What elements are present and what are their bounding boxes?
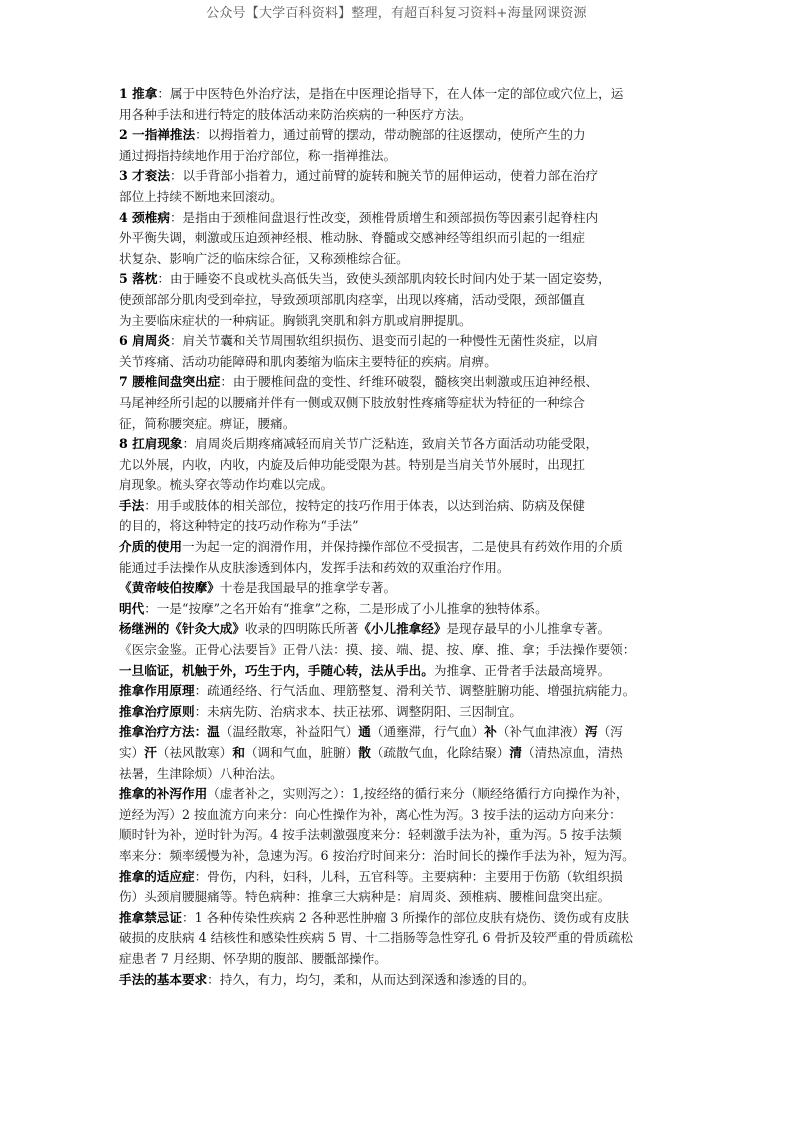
bold-term: 汗 [144, 745, 157, 760]
text-run: 尤以外展，内收，内收，内旋及后伸功能受限为甚。特别是当肩关节外展时，出现扛 [119, 456, 585, 472]
text-line [119, 784, 697, 805]
bold-term: 5 落枕 [119, 271, 158, 287]
text-run: 马尾神经所引起的以腰痛并伴有一侧或双侧下肢放射性疼痛等症状为特征的一种综合 [119, 394, 585, 410]
text-run: ：骨伤，内科，妇科，儿科，五官科等。主要病种：主要用于伤筋（软组织损 [194, 868, 623, 884]
bold-term: 4 颈椎病 [119, 209, 170, 225]
bold-term: 介质的使用 [119, 539, 182, 555]
text-line [119, 970, 697, 991]
document-body [119, 84, 697, 990]
text-run: ：以手背部小指着力，通过前臂的旋转和腕关节的屈伸运动，使着力部在治疗 [169, 168, 599, 184]
text-run: （通壅滞，行气血） [370, 724, 485, 740]
text-run: ：疏通经络、行气活血、理筋整复、滑利关节、调整脏腑功能、增强抗病能力。 [194, 683, 636, 699]
bold-term: 8 扛肩现象 [119, 436, 183, 452]
bold-term: 手法 [119, 497, 145, 513]
text-run: （补气血津液） [496, 724, 585, 740]
text-run: 一为起一定的润滑作用，并保持操作部位不受损害，二是使具有药效作用的介质 [181, 539, 623, 555]
text-run: ：以拇指着力，通过前臂的摆动，带动腕部的往返摆动，使所产生的力 [195, 127, 586, 143]
text-run: 通过拇指持续地作用于治疗部位，称一指禅推法。 [119, 147, 397, 163]
text-line [119, 434, 697, 455]
text-run: 征，简称腰突症。痹证，腰痛。 [119, 415, 296, 431]
text-run: 使颈部部分肌肉受到牵拉，导致颈项部肌肉痉挛，出现以疼痛，活动受限，颈部僵直 [119, 291, 585, 307]
bold-term: 1 推拿 [119, 86, 158, 101]
text-line [119, 352, 697, 373]
bold-term: 推拿的补泻作用 [119, 786, 208, 802]
text-run: （泻 [597, 724, 623, 740]
text-run: 破损的皮肤病 4 结核性和感染性疾病 5 胃、十二指肠等急性穿孔 6 骨折及较严重的骨质疏松 [119, 930, 634, 946]
text-run: 肩现象。梳头穿衣等动作均难以完成。 [119, 477, 334, 493]
text-line [119, 558, 697, 579]
text-line [119, 599, 697, 620]
text-line [119, 228, 697, 249]
bold-term: 推拿治疗方法： [119, 724, 208, 740]
text-run: 关节疼痛、活动功能障碍和肌肉萎缩为临床主要特征的疾病。肩痹。 [119, 353, 497, 369]
text-line [119, 372, 697, 393]
text-line [119, 722, 697, 743]
text-run: 为主要临床症状的一种病证。胸锁乳突肌和斜方肌或肩胛提肌。 [119, 312, 472, 328]
text-run: ：用手或肢体的相关部位，按特定的技巧作用于体表，以达到治病、防病及保健 [144, 497, 585, 513]
text-run: 逆经为泻）2 按血流方向来分：向心性操作为补，离心性为泻。3 按手法的运动方向来分： [119, 806, 622, 822]
text-line [119, 825, 697, 846]
bold-term: 2 一指禅推法 [119, 127, 196, 143]
bold-term: 推拿作用原理 [119, 683, 195, 699]
text-line [119, 455, 697, 476]
bold-term: 散 [358, 745, 371, 760]
text-line [119, 928, 697, 949]
text-run: （温经散寒，补益阳气） [219, 724, 359, 740]
text-line [119, 84, 697, 105]
text-line [119, 805, 697, 826]
text-line [119, 867, 697, 888]
text-run: ：由于腰椎间盘的变性、纤维环破裂，髓核突出刺激或压迫神经根、 [220, 374, 599, 390]
bold-term: 补 [484, 724, 497, 740]
bold-term: 《黄帝岐伯按摩》 [119, 580, 220, 596]
text-run: 伤）头颈肩腰腿痛等。特色病种：推拿三大病种是：肩周炎、颈椎病、腰椎间盘突出症。 [119, 889, 611, 905]
text-line [119, 743, 697, 764]
text-line [119, 661, 697, 682]
text-run: （虚者补之，实则泻之）：1,按经络的循行来分（顺经络循行方向操作为补， [207, 786, 629, 802]
text-line [119, 537, 697, 558]
text-run: 的目的，将这种特定的技巧动作称为“手法” [119, 518, 359, 534]
bold-term: 明代 [119, 600, 145, 616]
text-line [119, 764, 697, 785]
text-line [119, 640, 697, 661]
text-run: （祛风散寒） [156, 745, 233, 760]
bold-term: 推拿治疗原则 [119, 703, 195, 719]
text-line [119, 681, 697, 702]
bold-term: 温 [207, 724, 220, 740]
bold-term: 7 腰椎间盘突出症 [119, 374, 221, 390]
text-run: 外平衡失调，刺激或压迫颈神经根、椎动脉、脊髓或交感神经等组织而引起的一组症 [119, 230, 585, 246]
text-line [119, 414, 697, 435]
text-run: ：持久，有力，均匀，柔和，从而达到深透和渗透的目的。 [207, 971, 535, 987]
bold-term: 《小儿推拿经》 [358, 621, 447, 637]
text-line [119, 269, 697, 290]
text-run: 《医宗金鉴。正骨心法要旨》正骨八法：摸、接、端、提、按、摩、推、拿；手法操作要领： [119, 642, 636, 658]
text-run: 状复杂、影响广泛的临床综合征，又称颈椎综合征。 [119, 250, 409, 266]
text-run: ：1 各种传染性疾病 2 各种恶性肿瘤 3 所操作的部位皮肤有烧伤、烫伤或有皮肤 [181, 909, 630, 925]
text-line [119, 887, 697, 908]
text-run: 十卷是我国最早的推拿学专著。 [219, 580, 397, 596]
text-run: 为推拿、正骨者手法最高境界。 [433, 662, 611, 678]
text-line [119, 496, 697, 517]
text-line [119, 187, 697, 208]
text-line [119, 311, 697, 332]
text-run: ：肩关节囊和关节周围软组织损伤、退变而引起的一种慢性无菌性炎症，以肩 [169, 333, 599, 349]
text-line [119, 166, 697, 187]
text-run: 能通过手法操作从皮肤渗透到体内，发挥手法和药效的双重治疗作用。 [119, 559, 510, 575]
text-line [119, 125, 697, 146]
bold-term: 3 才衮法 [119, 168, 170, 184]
text-line [119, 290, 697, 311]
text-line [119, 846, 697, 867]
bold-term: 清 [509, 745, 522, 760]
text-run: ：由于睡姿不良或枕头高低失当，致使头颈部肌肉较长时间内处于某一固定姿势， [157, 271, 611, 287]
text-line [119, 208, 697, 229]
text-line [119, 578, 697, 599]
text-run: 症患者 7 月经期、怀孕期的腹部、腰骶部操作。 [119, 950, 387, 966]
text-run: 部位上持续不断地来回滚动。 [119, 188, 283, 204]
text-run: 祛暑，生津除烦）八种治法。 [119, 765, 283, 781]
text-run: 率来分：频率缓慢为补，急速为泻。6 按治疗时间来分：治时间长的操作手法为补，短为泻。 [119, 847, 635, 863]
bold-term: 推拿的适应症 [119, 868, 195, 884]
text-line [119, 949, 697, 970]
text-run: 实） [119, 745, 145, 760]
text-run: ：属于中医特色外治疗法，是指在中医理论指导下，在人体一定的部位或穴位上，运 [157, 86, 624, 101]
text-run: 用各种手法和进行特定的肢体活动来防治疾病的一种医疗方法。 [119, 106, 472, 122]
text-line [119, 908, 697, 929]
text-run: ：未病先防、治病求本、扶正祛邪、调整阴阳、三因制宜。 [194, 703, 522, 719]
page-header: 公众号【大学百科资料】整理，有超百科复习资料+海量网课资源 [206, 6, 587, 21]
bold-term: 手法的基本要求 [119, 971, 208, 987]
bold-term: 一旦临证，机触于外，巧生于内，手随心转，法从手出。 [119, 662, 434, 678]
text-line [119, 619, 697, 640]
bold-term: 杨继洲的《针灸大成》 [119, 621, 245, 637]
text-line [119, 249, 697, 270]
text-run: （疏散气血，化除结聚） [370, 745, 510, 760]
text-line [119, 516, 697, 537]
text-line [119, 105, 697, 126]
text-run: 是现存最早的小儿推拿专著。 [446, 621, 611, 637]
text-run: ：是指由于颈椎间盘退行性改变，颈椎骨质增生和颈部损伤等因素引起脊柱内 [169, 209, 599, 225]
text-line [119, 702, 697, 723]
text-run: （清热凉血，清热 [522, 745, 623, 760]
text-run: ：一是“按摩”之名开始有“推拿”之称，二是形成了小儿推拿的独特体系。 [144, 600, 548, 616]
bold-term: 推拿禁忌证 [119, 909, 182, 925]
text-run: 收录的四明陈氏所著 [244, 621, 359, 637]
text-run: （调和气血，脏腑） [244, 745, 359, 760]
text-line [119, 475, 697, 496]
bold-term: 6 肩周炎 [119, 333, 170, 349]
text-line [119, 393, 697, 414]
bold-term: 通 [358, 724, 371, 740]
bold-term: 和 [232, 745, 245, 760]
text-run: 顺时针为补，逆时针为泻。4 按手法刺激强度来分：轻刺激手法为补，重为泻。5 按手法频 [119, 827, 622, 843]
text-line [119, 331, 697, 352]
text-line [119, 146, 697, 167]
text-run: ：肩周炎后期疼痛减轻而肩关节广泛粘连，致肩关节各方面活动功能受限， [182, 436, 599, 452]
bold-term: 泻 [584, 724, 598, 740]
